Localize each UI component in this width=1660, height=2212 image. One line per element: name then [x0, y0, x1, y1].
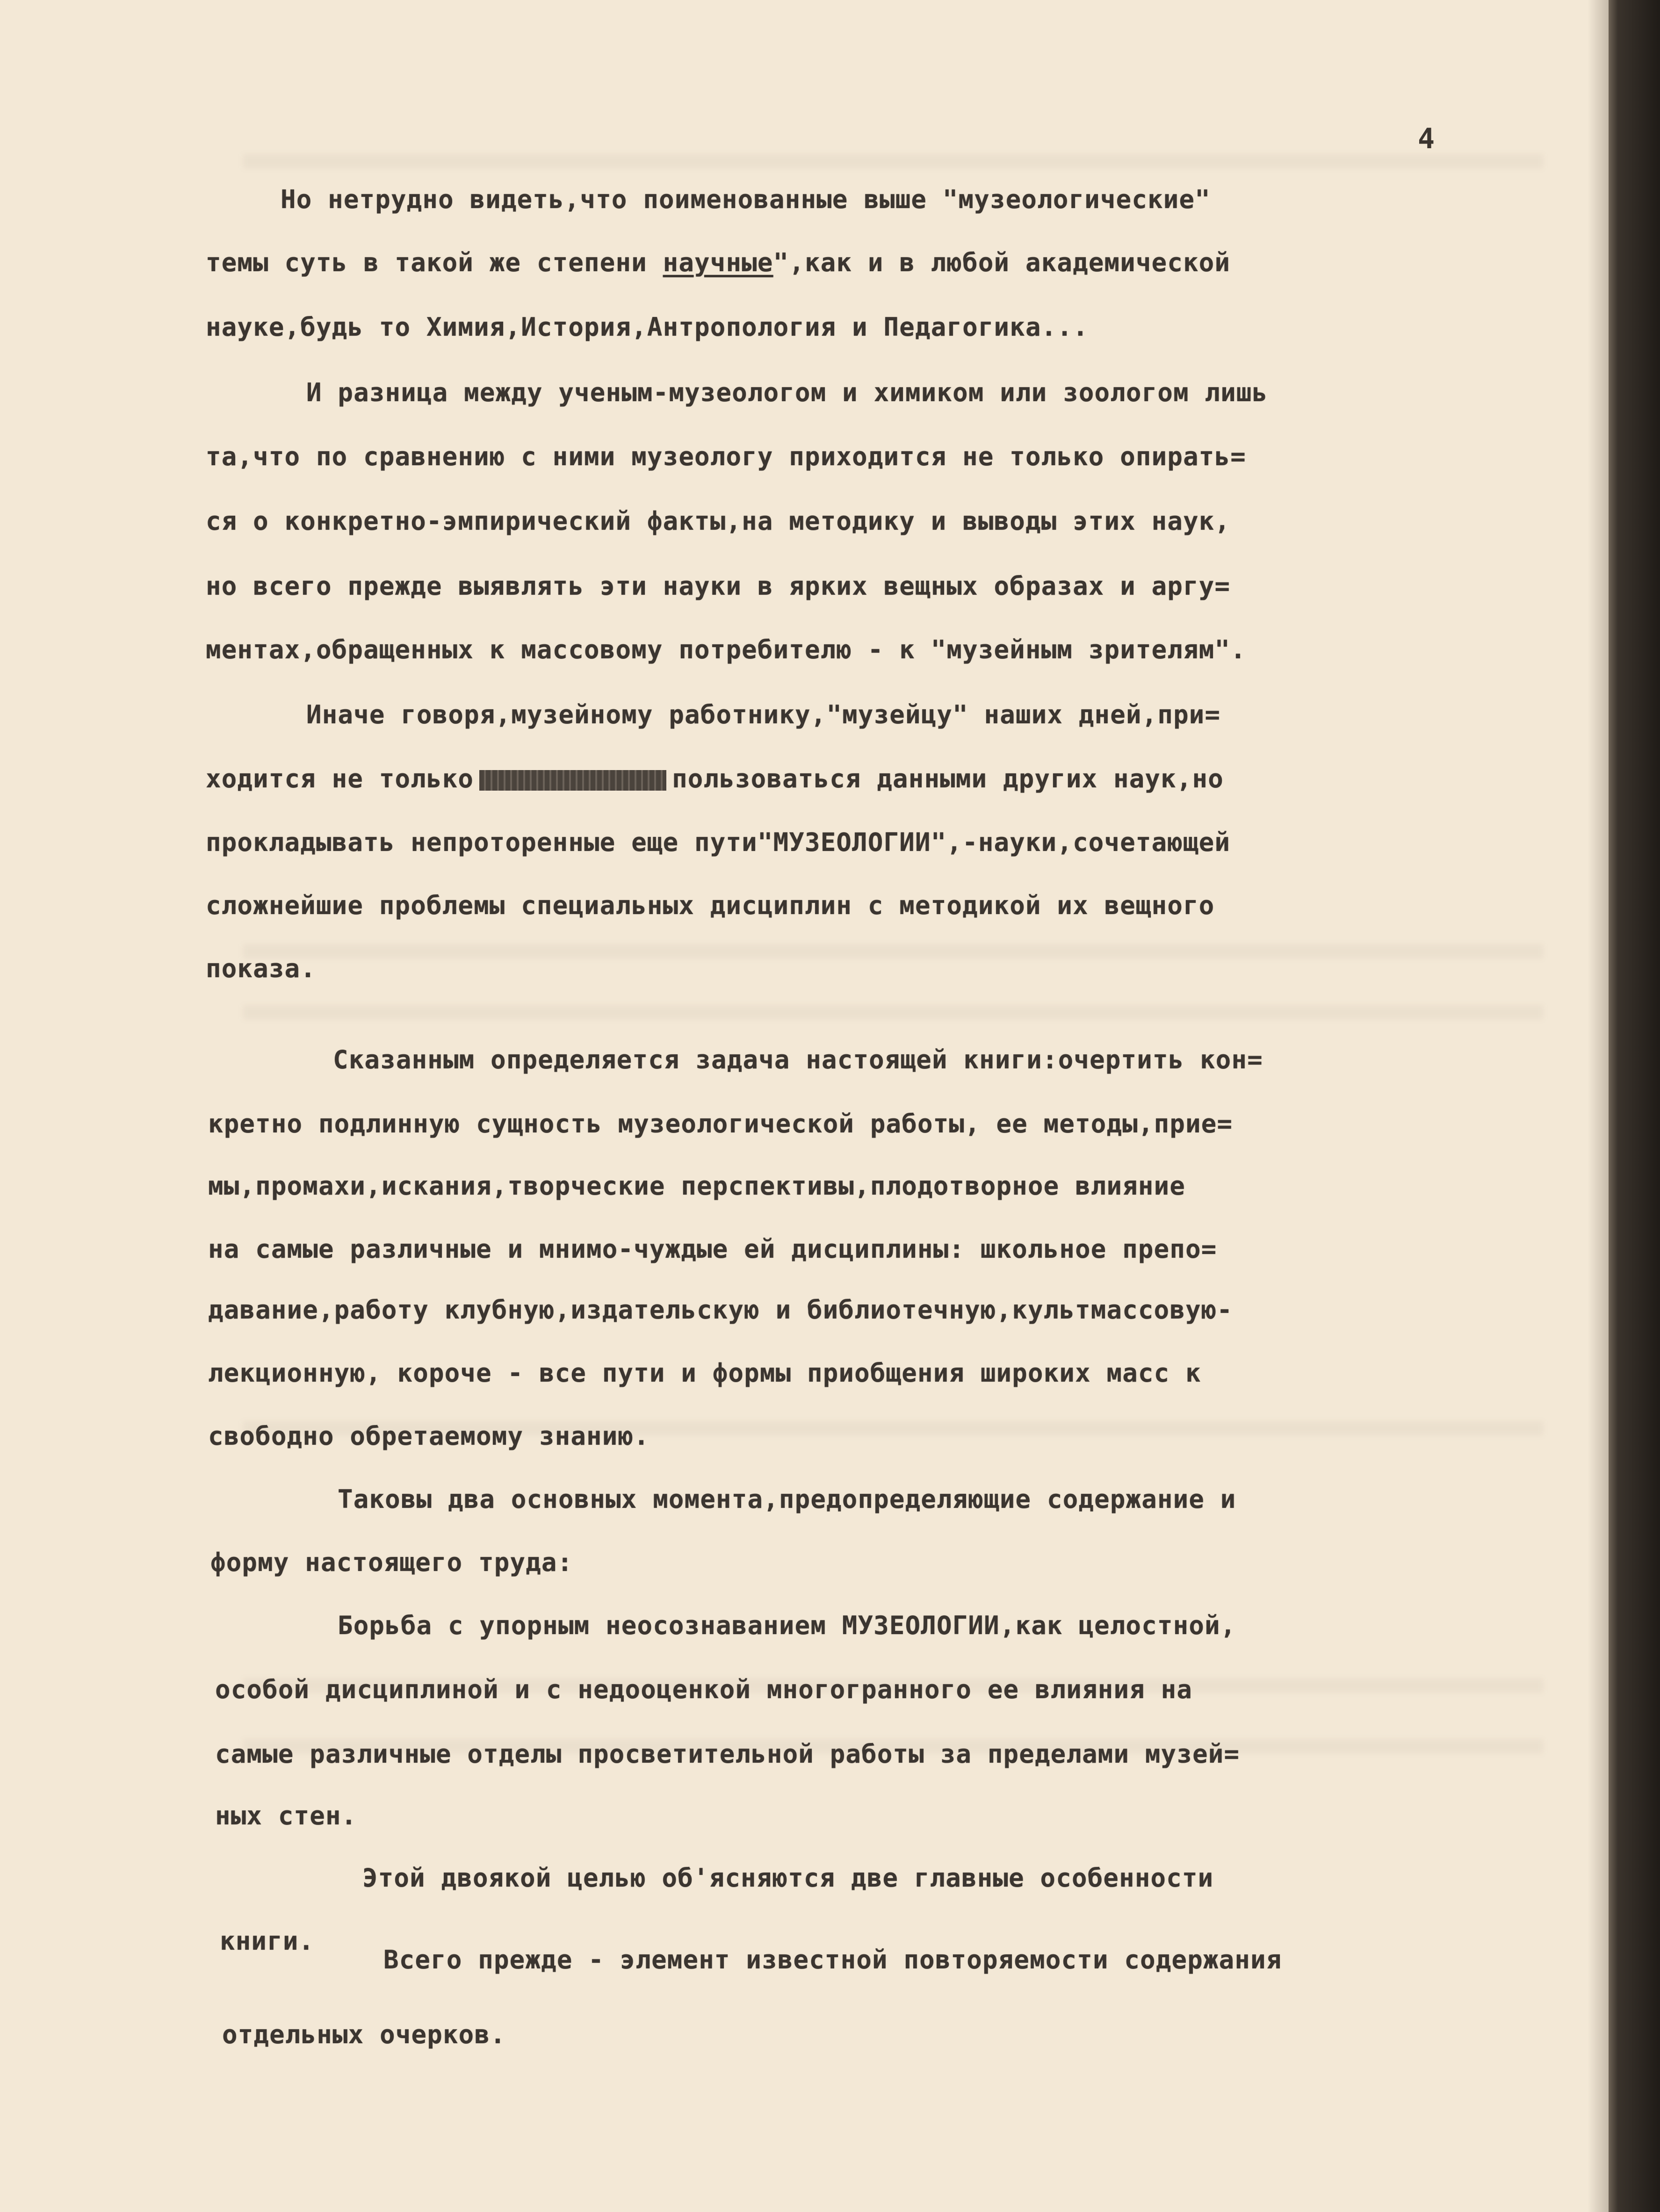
text-line: книги.: [220, 1926, 315, 1956]
text-line: та,что по сравнению с ними музеологу приходится не только опирать=: [206, 442, 1246, 471]
text-line: на самые различные и мнимо-чуждые ей дисциплины: школьное препо=: [208, 1234, 1217, 1264]
text-line: Таковы два основных момента,предопределяющие содержание и: [338, 1484, 1236, 1514]
page-number: 4: [1418, 122, 1435, 155]
text-line: Иначе говоря,музейному работнику,"музейцу" наших дней,при=: [306, 700, 1221, 729]
paper-edge-shadow: [1588, 0, 1609, 2212]
text-line: форму настоящего труда:: [210, 1548, 573, 1577]
text-fragment: ",как и в любой академической: [773, 248, 1231, 277]
text-line: мы,промахи,искания,творческие перспективы,плодотворное влияние: [208, 1171, 1186, 1201]
text-line: ся о конкретно-эмпирический факты,на методику и выводы этих наук,: [206, 506, 1231, 536]
text-line: лекционную, короче - все пути и формы приобщения широких масс к: [208, 1358, 1201, 1388]
text-line: давание,работу клубную,издательскую и библиотечную,культмассовую-: [208, 1295, 1233, 1325]
text-line: сложнейшие проблемы специальных дисциплин с методикой их вещного: [206, 891, 1215, 920]
text-line: И разница между ученым-музеологом и химиком или зоологом лишь: [306, 378, 1268, 407]
text-line: Сказанным определяется задача настоящей книги:очертить кон=: [333, 1045, 1263, 1074]
text-line: самые различные отделы просветительной работы за пределами музей=: [215, 1739, 1240, 1769]
text-line: свободно обретаемому знанию.: [208, 1421, 650, 1451]
background-edge: [1609, 0, 1660, 2212]
text-line: кретно подлинную сущность музеологической работы, ее методы,прие=: [208, 1109, 1233, 1138]
text-line: но всего прежде выявлять эти науки в ярких вещных образах и аргу=: [206, 571, 1231, 601]
struck-out-word: [479, 770, 666, 791]
text-line: Всего прежде - элемент известной повторяемости содержания: [383, 1945, 1282, 1974]
text-line: ных стен.: [215, 1801, 357, 1830]
text-fragment: пользоваться данными других наук,но: [672, 764, 1224, 793]
text-line: ментах,обращенных к массовому потребителю - к "музейным зрителям".: [206, 635, 1246, 664]
text-fragment: темы суть в такой же степени: [206, 248, 663, 277]
text-line: прокладывать непроторенные еще пути"МУЗЕОЛОГИИ",-науки,сочетающей: [206, 828, 1231, 857]
text-line: [206, 764, 1224, 794]
text-line: показа.: [206, 954, 316, 983]
text-line: отдельных очерков.: [222, 2020, 506, 2049]
text-line: [206, 248, 1230, 278]
text-line: особой дисциплиной и с недооценкой многогранного ее влияния на: [215, 1675, 1193, 1704]
text-line: Но нетрудно видеть,что поименованные выше "музеологические": [281, 185, 1211, 214]
text-line: Борьба с упорным неосознаванием МУЗЕОЛОГИИ,как целостной,: [338, 1611, 1236, 1640]
text-line: науке,будь то Химия,История,Антропология и Педагогика...: [206, 312, 1089, 342]
text-line: Этой двоякой целью об'ясняются две главные особенности: [362, 1863, 1214, 1893]
underlined-word: научные: [663, 248, 773, 277]
text-fragment: ходится не только: [206, 764, 474, 793]
